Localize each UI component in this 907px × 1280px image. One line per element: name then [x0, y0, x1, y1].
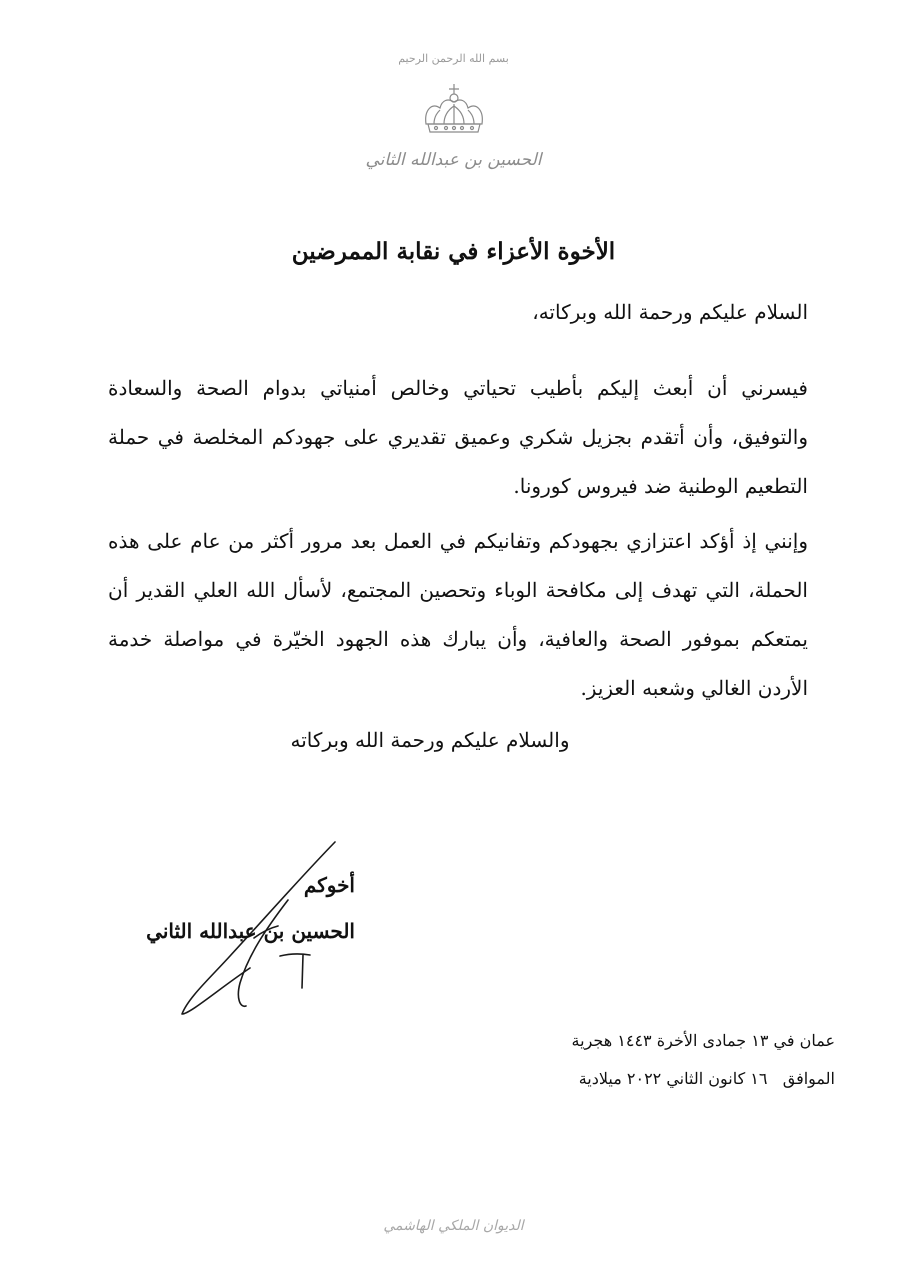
letter-title: الأخوة الأعزاء في نقابة الممرضين: [291, 238, 616, 265]
date-hijri: عمان في ١٣ جمادى الأخرة ١٤٤٣ هجرية: [571, 1031, 835, 1050]
paragraph-1: فيسرني أن أبعث إليكم بأطيب تحياتي وخالص أمنياتي بدوام الصحة والسعادة والتوفيق، وأن أتقدم بجزيل شكري وعميق تقديري على جهودكم المخلصة في حملة التطعيم الوطنية ضد فيروس كورونا.: [108, 376, 808, 498]
signature-block: [140, 862, 355, 954]
signatory-name: الحسين بن عبدالله الثاني: [146, 919, 355, 943]
letterhead-basmala: بسم الله الرحمن الرحيم: [398, 52, 509, 65]
date-gregorian: الموافق ١٦ كانون الثاني ٢٠٢٢ ميلادية: [578, 1069, 835, 1088]
footer-watermark: الديوان الملكي الهاشمي: [383, 1218, 524, 1234]
crown-icon: [414, 80, 494, 140]
letterhead-name: الحسين بن عبدالله الثاني: [365, 150, 542, 170]
paragraph-2: وإنني إذ أؤكد اعتزازي بجهودكم وتفانيكم في العمل بعد مرور أكثر من عام على هذه الحملة، التي تهدف إلى مكافحة الوباء وتحصين المجتمع، لأسأل الله العلي القدير أن يمتعكم بموفور الصحة والعافية، وأن يبارك هذه الجهود الخيّرة في مواصلة خدمة الأردن الغالي وشعبه العزيز.: [108, 529, 808, 700]
letterhead: [0, 52, 907, 170]
date-block: [470, 1022, 835, 1098]
signoff: أخوكم: [303, 873, 355, 897]
closing-salutation: والسلام عليكم ورحمة الله وبركاته: [290, 728, 570, 752]
greeting: السلام عليكم ورحمة الله وبركاته،: [532, 300, 808, 324]
